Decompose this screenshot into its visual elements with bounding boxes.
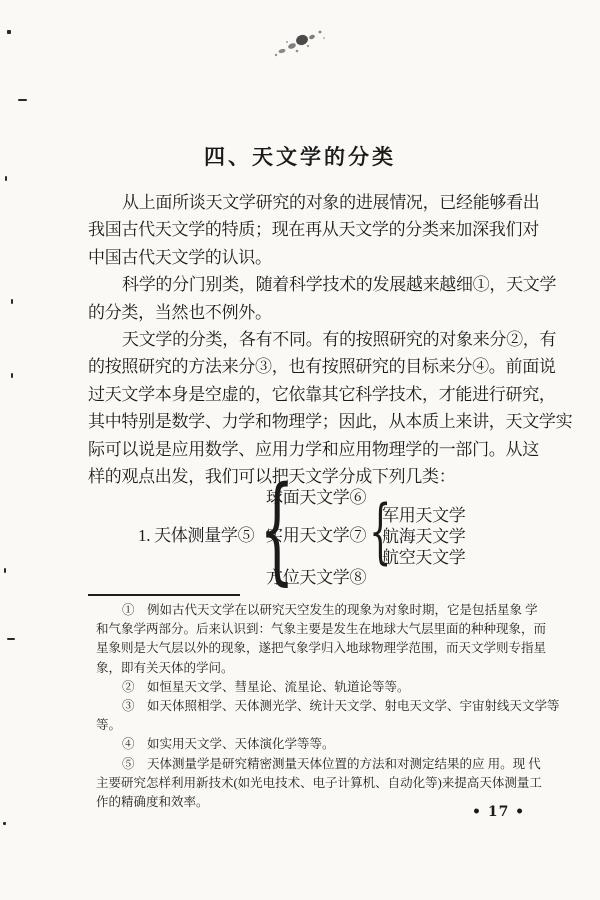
footnote-line: 等。 bbox=[96, 718, 122, 733]
body-line: 其中特别是数学、力学和物理学；因此，从本质上来讲，天文学实 bbox=[88, 412, 573, 432]
diagram-root-astrometry: 1. 天体测量学⑤ bbox=[138, 526, 255, 545]
section-heading: 四、天文学的分类 bbox=[204, 145, 396, 169]
inner-brace: { bbox=[369, 490, 392, 572]
footnote-line: ③ 如天体照相学、天体测光学、统计天文学、射电天文学、宇宙射线天文学等 bbox=[122, 698, 560, 713]
scan-speck bbox=[11, 299, 13, 304]
body-line: 科学的分门别类，随着科学技术的发展越来越细①，天文学 bbox=[122, 275, 557, 295]
footnote-line: 和气象学两部分。后来认识到：气象主要是发生在地球大气层里面的种种现象，而 bbox=[96, 622, 547, 637]
body-text bbox=[88, 189, 573, 490]
scan-speck bbox=[11, 373, 13, 378]
footnote-line: ④ 如实用天文学、天体演化学等等。 bbox=[122, 737, 335, 752]
footnote-separator bbox=[88, 594, 240, 596]
diagram-item-positional-astronomy: 方位天文学⑧ bbox=[266, 568, 367, 587]
body-line: 天文学的分类，各有不同。有的按照研究的对象来分②，有 bbox=[122, 329, 557, 349]
body-line: 的分类，当然也不例外。 bbox=[88, 302, 272, 322]
scan-speck bbox=[7, 30, 11, 34]
diagram-item-spherical-astronomy: 球面天文学⑥ bbox=[266, 488, 367, 507]
outer-brace: { bbox=[259, 462, 295, 597]
scan-speck bbox=[18, 99, 27, 101]
body-line: 过天文学本身是空虚的，它依靠其它科学技术，才能进行研究， bbox=[88, 384, 556, 404]
footnote-line: 作的精确度和效率。 bbox=[96, 794, 209, 809]
ink-smudge bbox=[252, 24, 344, 66]
footnote-line: ① 例如古代天文学在以研究天空发生的现象为对象时期，它是包括星象 学 bbox=[122, 603, 538, 617]
body-line: 的按照研究的方法来分③，也有按照研究的目标来分④。前面说 bbox=[88, 357, 556, 377]
footnote-line: 主要研究怎样利用新技术(如光电技术、电子计算机、自动化等)来提高天体测量工 bbox=[96, 775, 542, 790]
body-line: 从上面所谈天文学研究的对象的进展情况，已经能够看出 bbox=[122, 193, 540, 212]
body-line: 际可以说是应用数学、应用力学和应用物理学的一部门。从这 bbox=[88, 439, 539, 459]
scan-speck bbox=[7, 638, 15, 640]
page-number: • 17 • bbox=[472, 804, 526, 820]
diagram-item-military-astronomy: 军用天文学 bbox=[382, 506, 466, 525]
footnote-line: 象，即有关天体的学问。 bbox=[96, 660, 234, 675]
footnote-line: ⑤ 天体测量学是研究精密测量天体位置的方法和对测定结果的应 用。现 代 bbox=[122, 756, 541, 771]
body-line: 样的观点出发，我们可以把天文学分成下列几类： bbox=[88, 466, 456, 486]
footnotes bbox=[96, 601, 560, 812]
footnote-line: ② 如恒星天文学、彗星论、流星论、轨道论等等。 bbox=[122, 679, 410, 694]
body-line: 我国古代天文学的特质；现在再从天文学的分类来加深我们对 bbox=[88, 220, 539, 240]
footnote-line: 星象则是大气层以外的现象，遂把气象学归入地球物理学范围，而天文学则专指星 bbox=[96, 641, 547, 656]
diagram-item-practical-astronomy: 实用天文学⑦ bbox=[266, 526, 367, 545]
body-line: 中国古代天文学的认识。 bbox=[88, 247, 272, 267]
scan-speck bbox=[5, 176, 7, 181]
diagram-item-nautical-astronomy: 航海天文学 bbox=[382, 527, 466, 546]
scan-speck bbox=[3, 822, 6, 825]
diagram-item-aviation-astronomy: 航空天文学 bbox=[382, 548, 466, 567]
